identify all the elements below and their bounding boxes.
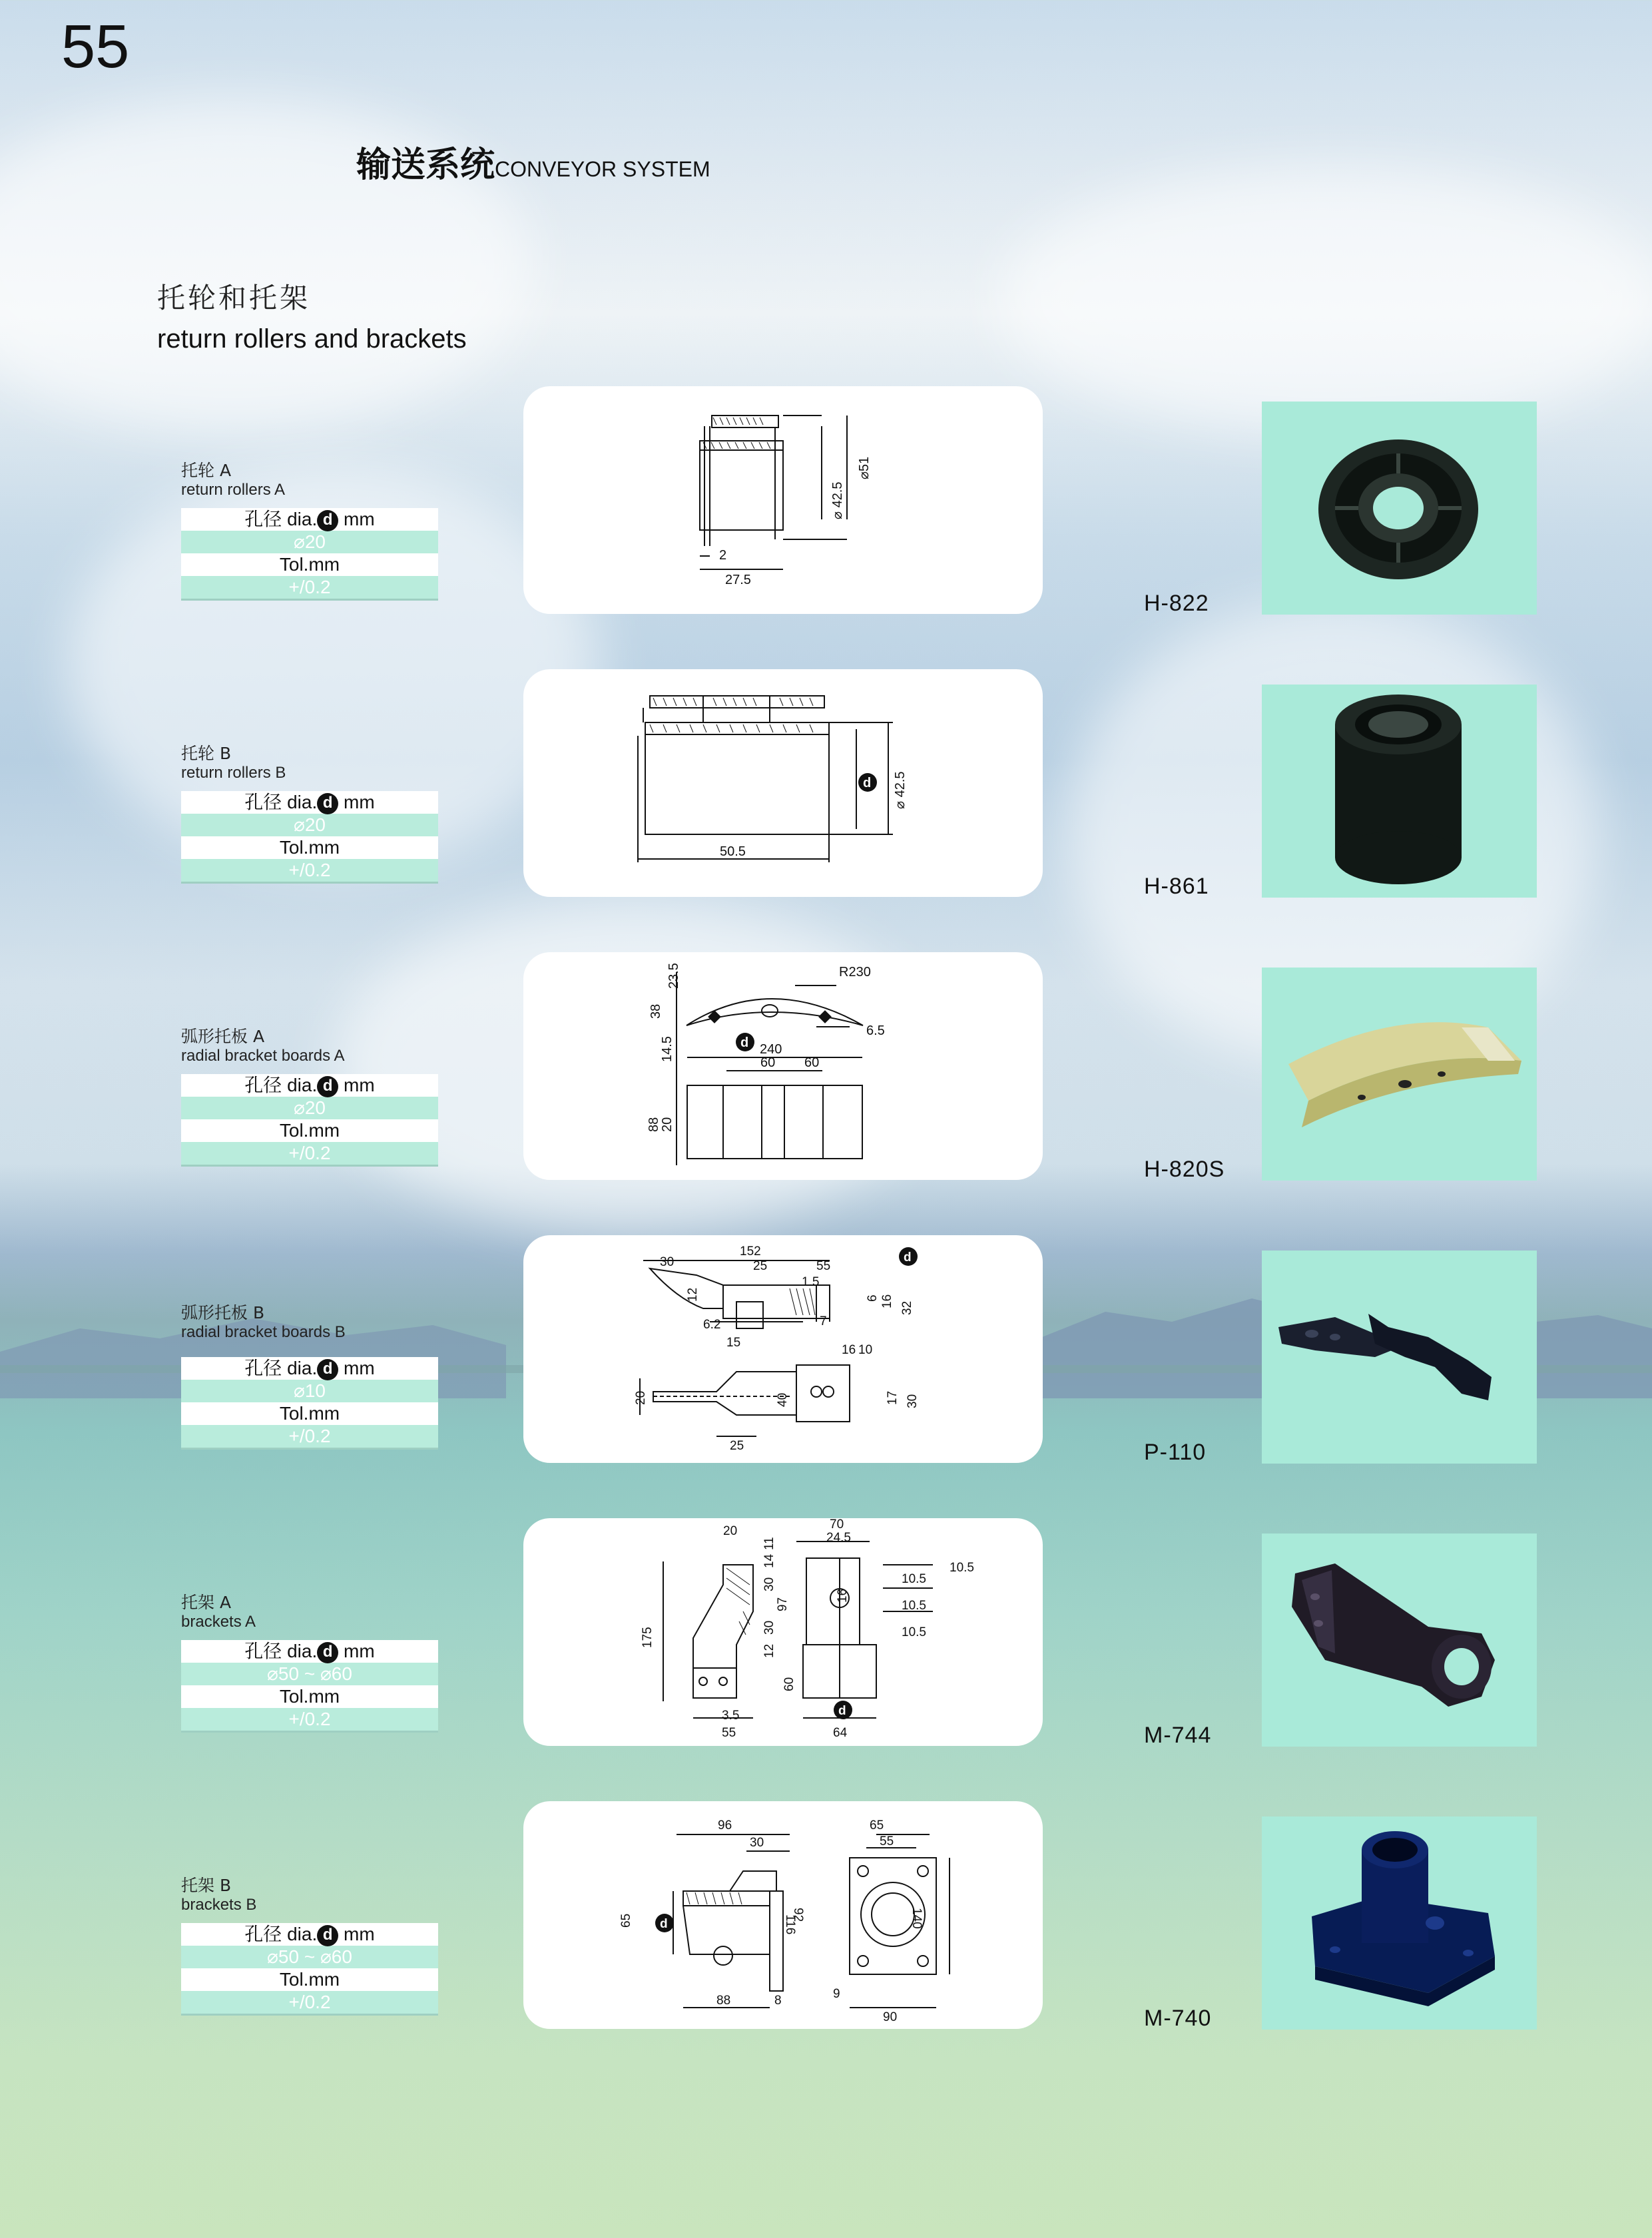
d-symbol-icon: d bbox=[317, 1925, 338, 1946]
svg-text:64: 64 bbox=[833, 1726, 848, 1740]
svg-text:20: 20 bbox=[634, 1390, 648, 1405]
svg-text:d: d bbox=[904, 1251, 912, 1264]
svg-text:65: 65 bbox=[870, 1818, 884, 1832]
product-row-m744 bbox=[0, 1518, 1652, 1755]
technical-drawing bbox=[523, 1801, 1043, 2029]
svg-text:55: 55 bbox=[880, 1834, 894, 1848]
svg-text:7: 7 bbox=[820, 1314, 827, 1328]
tolerance-value: +/0.2 bbox=[181, 576, 438, 599]
svg-text:30: 30 bbox=[660, 1255, 675, 1269]
svg-text:175: 175 bbox=[641, 1627, 655, 1648]
svg-text:97: 97 bbox=[776, 1597, 790, 1611]
svg-text:23.5: 23.5 bbox=[667, 963, 681, 989]
product-name-zh: 托轮 B bbox=[181, 744, 232, 763]
spec-table bbox=[181, 1640, 438, 1733]
svg-text:d: d bbox=[863, 776, 872, 790]
svg-text:12: 12 bbox=[762, 1643, 776, 1658]
svg-text:10.5: 10.5 bbox=[902, 1599, 926, 1613]
d-symbol-icon: d bbox=[317, 1359, 338, 1380]
technical-drawing bbox=[523, 386, 1043, 614]
svg-text:25: 25 bbox=[730, 1439, 744, 1453]
svg-text:116: 116 bbox=[783, 1914, 797, 1935]
technical-drawing bbox=[523, 669, 1043, 897]
svg-text:9: 9 bbox=[833, 1987, 840, 2001]
svg-text:55: 55 bbox=[816, 1259, 831, 1273]
return-roller-photo bbox=[1262, 685, 1537, 898]
svg-text:10.5: 10.5 bbox=[902, 1572, 926, 1586]
product-photo-card bbox=[1262, 968, 1537, 1181]
model-code: H-822 bbox=[1144, 591, 1209, 616]
tolerance-value: +/0.2 bbox=[181, 1991, 438, 2014]
d-symbol-icon: d bbox=[317, 793, 338, 814]
svg-text:6.2: 6.2 bbox=[703, 1318, 721, 1332]
svg-text:30: 30 bbox=[906, 1394, 920, 1408]
svg-text:14.5: 14.5 bbox=[660, 1036, 675, 1062]
technical-drawing-card bbox=[523, 669, 1043, 897]
svg-text:60: 60 bbox=[804, 1055, 820, 1070]
product-row-h861 bbox=[0, 669, 1652, 906]
svg-text:20: 20 bbox=[660, 1117, 675, 1132]
svg-text:65: 65 bbox=[619, 1913, 633, 1928]
section-title-en: CONVEYOR SYSTEM bbox=[495, 157, 710, 181]
tolerance-header: Tol.mm bbox=[181, 1119, 438, 1142]
subsection-title-en: return rollers and brackets bbox=[157, 324, 467, 354]
d-symbol-icon: d bbox=[317, 1642, 338, 1663]
product-name-en: radial bracket boards B bbox=[181, 1323, 346, 1341]
svg-text:⌀51: ⌀51 bbox=[857, 456, 872, 479]
svg-text:40: 40 bbox=[776, 1392, 790, 1407]
svg-text:15: 15 bbox=[726, 1336, 741, 1350]
product-name-zh: 弧形托板 A bbox=[181, 1027, 265, 1046]
product-name-zh: 托架 B bbox=[181, 1876, 232, 1895]
spec-table bbox=[181, 1357, 438, 1450]
product-photo-card bbox=[1262, 1534, 1537, 1747]
tolerance-header: Tol.mm bbox=[181, 1685, 438, 1708]
technical-drawing-card bbox=[523, 1518, 1043, 1746]
hole-dia-header: 孔径 dia. d mm bbox=[181, 1357, 438, 1380]
svg-text:55: 55 bbox=[722, 1726, 736, 1740]
tolerance-header: Tol.mm bbox=[181, 836, 438, 859]
svg-text:2: 2 bbox=[719, 548, 727, 563]
d-symbol-icon: d bbox=[317, 510, 338, 531]
table-divider bbox=[181, 1731, 438, 1733]
hole-dia-value: ⌀50 ~ ⌀60 bbox=[181, 1946, 438, 1968]
svg-text:30: 30 bbox=[762, 1577, 776, 1591]
svg-text:240: 240 bbox=[760, 1042, 782, 1057]
technical-drawing-card bbox=[523, 1235, 1043, 1463]
technical-drawing-card bbox=[523, 952, 1043, 1180]
tolerance-value: +/0.2 bbox=[181, 1708, 438, 1731]
hole-dia-value: ⌀50 ~ ⌀60 bbox=[181, 1663, 438, 1685]
product-name-en: return rollers A bbox=[181, 481, 286, 499]
svg-text:8: 8 bbox=[774, 1994, 782, 2008]
table-divider bbox=[181, 2014, 438, 2016]
svg-text:70: 70 bbox=[830, 1518, 844, 1532]
d-symbol-icon: d bbox=[317, 1076, 338, 1097]
hole-dia-value: ⌀20 bbox=[181, 531, 438, 553]
bracket-photo bbox=[1262, 1534, 1537, 1747]
table-divider bbox=[181, 882, 438, 884]
hole-dia-value: ⌀20 bbox=[181, 1097, 438, 1119]
product-name-en: return rollers B bbox=[181, 764, 286, 782]
svg-text:30: 30 bbox=[750, 1836, 764, 1850]
svg-text:R230: R230 bbox=[839, 965, 871, 979]
svg-text:60: 60 bbox=[782, 1677, 796, 1691]
model-code: P-110 bbox=[1144, 1440, 1207, 1465]
table-divider bbox=[181, 1448, 438, 1450]
svg-text:6: 6 bbox=[866, 1294, 880, 1302]
product-row-h820s bbox=[0, 952, 1652, 1189]
tolerance-header: Tol.mm bbox=[181, 1968, 438, 1991]
svg-text:10.5: 10.5 bbox=[950, 1561, 974, 1575]
svg-text:16: 16 bbox=[836, 1588, 850, 1603]
svg-text:⌀ 42.5: ⌀ 42.5 bbox=[893, 771, 908, 809]
svg-text:16: 16 bbox=[842, 1343, 856, 1357]
section-title-zh: 输送系统 bbox=[356, 145, 495, 185]
table-divider bbox=[181, 599, 438, 601]
svg-text:92: 92 bbox=[791, 1908, 805, 1922]
table-divider bbox=[181, 1165, 438, 1167]
model-code: H-861 bbox=[1144, 874, 1209, 899]
svg-text:88: 88 bbox=[647, 1117, 661, 1132]
svg-text:30: 30 bbox=[762, 1620, 776, 1635]
svg-text:90: 90 bbox=[883, 2010, 898, 2024]
svg-text:10: 10 bbox=[858, 1343, 873, 1357]
product-name-en: brackets A bbox=[181, 1613, 256, 1631]
svg-text:11: 11 bbox=[762, 1537, 776, 1550]
product-photo-card bbox=[1262, 1817, 1537, 2030]
svg-text:1.5: 1.5 bbox=[802, 1275, 820, 1289]
svg-text:24.5: 24.5 bbox=[826, 1531, 851, 1545]
tolerance-header: Tol.mm bbox=[181, 553, 438, 576]
product-row-p110 bbox=[0, 1235, 1652, 1472]
product-name-zh: 弧形托板 B bbox=[181, 1303, 265, 1322]
bracket-board-photo bbox=[1262, 1251, 1537, 1464]
technical-drawing bbox=[523, 1235, 1043, 1463]
svg-text:⌀ 42.5: ⌀ 42.5 bbox=[830, 481, 845, 519]
product-photo-card bbox=[1262, 1251, 1537, 1464]
svg-text:14: 14 bbox=[762, 1553, 776, 1568]
tolerance-value: +/0.2 bbox=[181, 1142, 438, 1165]
section-title bbox=[356, 137, 710, 186]
svg-text:d: d bbox=[838, 1704, 846, 1718]
svg-text:20: 20 bbox=[723, 1524, 738, 1538]
return-roller-photo bbox=[1262, 402, 1537, 615]
product-name-en: brackets B bbox=[181, 1896, 257, 1914]
hole-dia-header: 孔径 dia. d mm bbox=[181, 508, 438, 531]
subsection-title-zh: 托轮和托架 bbox=[157, 282, 311, 314]
technical-drawing bbox=[523, 952, 1043, 1180]
bracket-board-photo bbox=[1262, 968, 1537, 1181]
svg-text:10.5: 10.5 bbox=[902, 1625, 926, 1639]
page-number: 55 bbox=[61, 13, 130, 81]
hole-dia-header: 孔径 dia. d mm bbox=[181, 1074, 438, 1097]
technical-drawing bbox=[523, 1518, 1043, 1746]
svg-text:152: 152 bbox=[740, 1245, 761, 1259]
svg-text:60: 60 bbox=[760, 1055, 776, 1070]
model-code: H-820S bbox=[1144, 1157, 1225, 1182]
model-code: M-744 bbox=[1144, 1723, 1212, 1748]
hole-dia-header: 孔径 dia. d mm bbox=[181, 791, 438, 814]
svg-text:27.5: 27.5 bbox=[725, 573, 751, 587]
svg-text:17: 17 bbox=[886, 1390, 900, 1405]
svg-text:140: 140 bbox=[910, 1908, 924, 1929]
svg-text:88: 88 bbox=[716, 1994, 731, 2008]
spec-table bbox=[181, 508, 438, 601]
technical-drawing-card bbox=[523, 386, 1043, 614]
technical-drawing-card bbox=[523, 1801, 1043, 2029]
hole-dia-value: ⌀20 bbox=[181, 814, 438, 836]
svg-text:32: 32 bbox=[900, 1300, 914, 1315]
model-code: M-740 bbox=[1144, 2006, 1212, 2031]
svg-text:6.5: 6.5 bbox=[866, 1023, 885, 1038]
tolerance-header: Tol.mm bbox=[181, 1402, 438, 1425]
tolerance-value: +/0.2 bbox=[181, 859, 438, 882]
tolerance-value: +/0.2 bbox=[181, 1425, 438, 1448]
product-name-zh: 托轮 A bbox=[181, 461, 232, 480]
hole-dia-header: 孔径 dia. d mm bbox=[181, 1640, 438, 1663]
spec-table bbox=[181, 791, 438, 884]
product-photo-card bbox=[1262, 685, 1537, 898]
svg-text:38: 38 bbox=[649, 1003, 663, 1019]
svg-text:3.5: 3.5 bbox=[722, 1709, 740, 1723]
spec-table bbox=[181, 1074, 438, 1167]
product-row-h822 bbox=[0, 386, 1652, 623]
product-row-m740 bbox=[0, 1801, 1652, 2038]
svg-text:25: 25 bbox=[753, 1259, 768, 1273]
spec-table bbox=[181, 1923, 438, 2016]
hole-dia-header: 孔径 dia. d mm bbox=[181, 1923, 438, 1946]
product-photo-card bbox=[1262, 402, 1537, 615]
svg-text:12: 12 bbox=[686, 1287, 700, 1302]
svg-text:d: d bbox=[740, 1035, 749, 1050]
product-name-en: radial bracket boards A bbox=[181, 1047, 345, 1065]
bracket-photo bbox=[1262, 1817, 1537, 2030]
hole-dia-value: ⌀10 bbox=[181, 1380, 438, 1402]
product-name-zh: 托架 A bbox=[181, 1593, 232, 1612]
svg-text:96: 96 bbox=[718, 1818, 732, 1832]
svg-text:d: d bbox=[660, 1917, 668, 1931]
svg-text:50.5: 50.5 bbox=[720, 844, 746, 859]
svg-text:16: 16 bbox=[880, 1294, 894, 1308]
